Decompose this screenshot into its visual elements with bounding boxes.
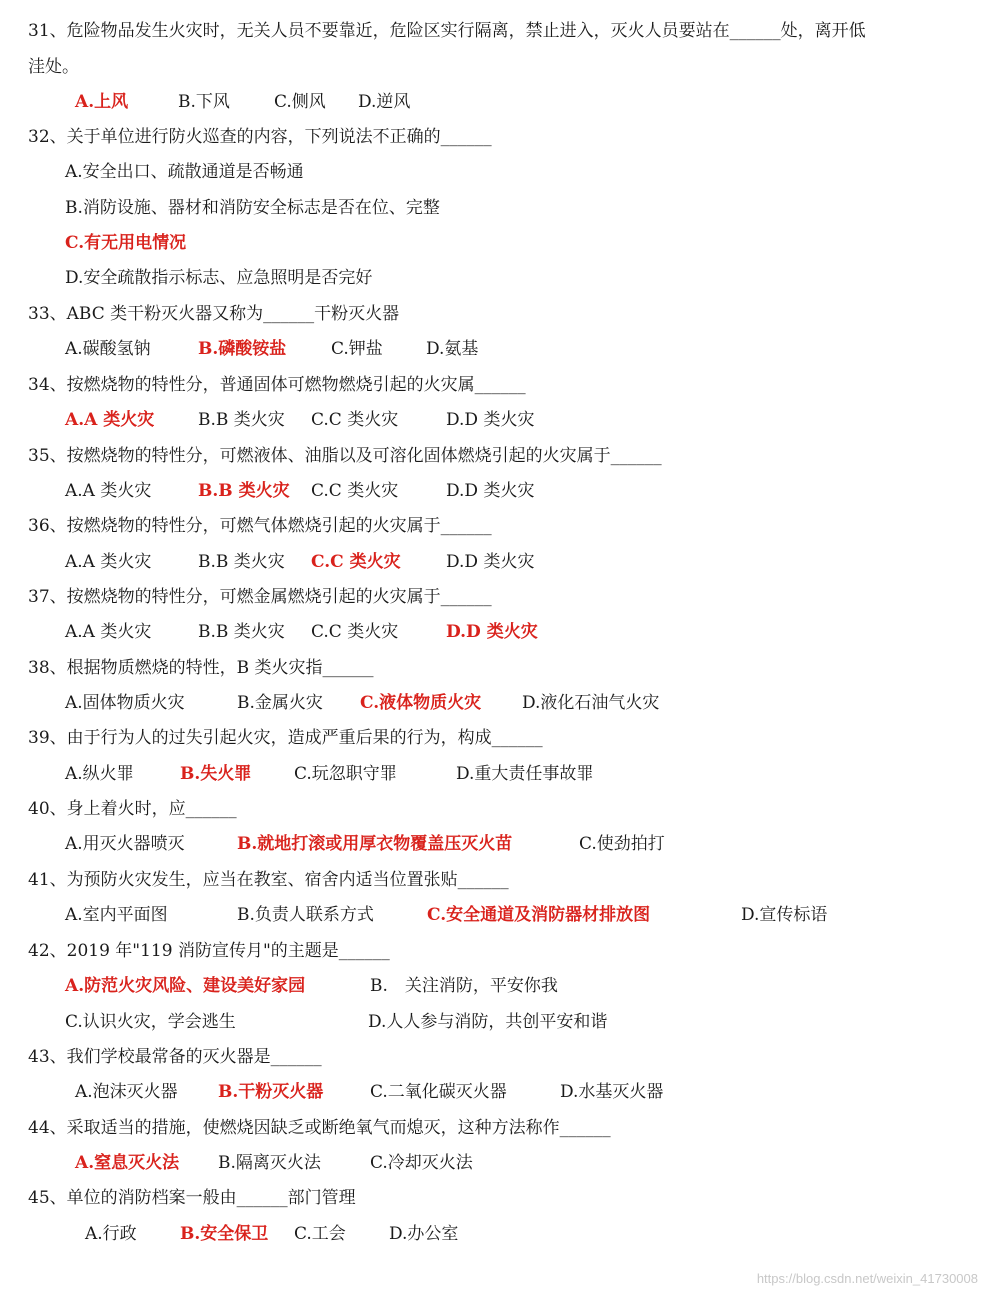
q45-option-a: A.行政: [85, 1224, 137, 1244]
question-38-stem: 38、根据物质燃烧的特性，B 类火灾指______: [28, 658, 374, 678]
q37-option-c: C.C 类火灾: [311, 622, 399, 642]
q33-option-b: B.磷酸铵盐: [198, 339, 287, 359]
question-33-stem: 33、ABC 类干粉灭火器又称为______干粉灭火器: [28, 304, 400, 324]
question-43-stem: 43、我们学校最常备的灭火器是______: [28, 1047, 322, 1067]
q39-option-c: C.玩忽职守罪: [294, 764, 397, 784]
q40-option-c: C.使劲拍打: [579, 834, 665, 854]
q42-option-c: C.认识火灾，学会逃生: [65, 1012, 236, 1032]
q38-option-a: A.固体物质火灾: [65, 693, 185, 713]
q38-option-d: D.液化石油气火灾: [522, 693, 660, 713]
q33-option-c: C.钾盐: [331, 339, 383, 359]
q33-option-d: D.氨基: [426, 339, 479, 359]
question-36-stem: 36、按燃烧物的特性分，可燃气体燃烧引起的火灾属于______: [28, 516, 492, 536]
q43-option-c: C.二氧化碳灭火器: [370, 1082, 507, 1102]
q31-option-c: C.侧风: [274, 92, 326, 112]
question-45-stem: 45、单位的消防档案一般由______部门管理: [28, 1188, 356, 1208]
q42-option-d: D.人人参与消防，共创平安和谐: [368, 1012, 608, 1032]
q35-option-a: A.A 类火灾: [65, 481, 152, 501]
question-44-stem: 44、采取适当的措施，使燃烧因缺乏或断绝氧气而熄灭，这种方法称作______: [28, 1118, 611, 1138]
q32-option-a: A.安全出口、疏散通道是否畅通: [65, 162, 304, 182]
q36-option-a: A.A 类火灾: [65, 552, 152, 572]
q34-option-a: A.A 类火灾: [65, 410, 155, 430]
question-37-stem: 37、按燃烧物的特性分，可燃金属燃烧引起的火灾属于______: [28, 587, 492, 607]
q31-option-a: A.上风: [75, 92, 129, 112]
q45-option-d: D.办公室: [389, 1224, 459, 1244]
question-40-stem: 40、身上着火时，应______: [28, 799, 237, 819]
question-39-stem: 39、由于行为人的过失引起火灾，造成严重后果的行为，构成______: [28, 728, 543, 748]
q34-option-c: C.C 类火灾: [311, 410, 399, 430]
q38-option-b: B.金属火灾: [237, 693, 323, 713]
q40-option-b: B.就地打滚或用厚衣物覆盖压灭火苗: [237, 834, 513, 854]
q43-option-b: B.干粉灭火器: [218, 1082, 324, 1102]
q36-option-c: C.C 类火灾: [311, 552, 401, 572]
q35-option-d: D.D 类火灾: [446, 481, 535, 501]
q44-option-a: A.窒息灭火法: [75, 1153, 180, 1173]
q45-option-b: B.安全保卫: [180, 1224, 269, 1244]
q44-option-b: B.隔离灭火法: [218, 1153, 321, 1173]
question-34-stem: 34、按燃烧物的特性分，普通固体可燃物燃烧引起的火灾属______: [28, 375, 526, 395]
q32-option-d: D.安全疏散指示标志、应急照明是否完好: [65, 268, 373, 288]
q42-option-b: B. 关注消防，平安你我: [370, 976, 558, 996]
q41-option-b: B.负责人联系方式: [237, 905, 374, 925]
q43-option-a: A.泡沫灭火器: [75, 1082, 178, 1102]
q35-option-b: B.B 类火灾: [198, 481, 290, 501]
question-41-stem: 41、为预防火灾发生，应当在教室、宿舍内适当位置张贴______: [28, 870, 509, 890]
watermark: https://blog.csdn.net/weixin_41730008: [756, 1271, 978, 1286]
q39-option-a: A.纵火罪: [65, 764, 134, 784]
q36-option-b: B.B 类火灾: [198, 552, 285, 572]
q45-option-c: C.工会: [294, 1224, 346, 1244]
q34-option-d: D.D 类火灾: [446, 410, 535, 430]
question-35-stem: 35、按燃烧物的特性分，可燃液体、油脂以及可溶化固体燃烧引起的火灾属于______: [28, 446, 662, 466]
q34-option-b: B.B 类火灾: [198, 410, 285, 430]
q39-option-b: B.失火罪: [180, 764, 252, 784]
q41-option-c: C.安全通道及消防器材排放图: [427, 905, 651, 925]
q40-option-a: A.用灭火器喷灭: [65, 834, 185, 854]
q38-option-c: C.液体物质火灾: [360, 693, 482, 713]
q37-option-a: A.A 类火灾: [65, 622, 152, 642]
q37-option-d: D.D 类火灾: [446, 622, 538, 642]
q39-option-d: D.重大责任事故罪: [456, 764, 594, 784]
q32-option-c: C.有无用电情况: [65, 233, 187, 253]
q43-option-d: D.水基灭火器: [560, 1082, 664, 1102]
q31-option-b: B.下风: [178, 92, 230, 112]
q41-option-d: D.宣传标语: [741, 905, 828, 925]
q37-option-b: B.B 类火灾: [198, 622, 285, 642]
q41-option-a: A.室内平面图: [65, 905, 168, 925]
q35-option-c: C.C 类火灾: [311, 481, 399, 501]
q42-option-a: A.防范火灾风险、建设美好家园: [65, 976, 306, 996]
q31-option-d: D.逆风: [358, 92, 411, 112]
question-31-stem: 31、危险物品发生火灾时，无关人员不要靠近，危险区实行隔离，禁止进入，灭火人员要站在______处，离开低: [28, 21, 866, 41]
question-31-stem-cont: 洼处。: [28, 57, 79, 77]
question-42-stem: 42、2019 年"119 消防宣传月"的主题是______: [28, 941, 390, 961]
q36-option-d: D.D 类火灾: [446, 552, 535, 572]
q44-option-c: C.冷却灭火法: [370, 1153, 473, 1173]
q32-option-b: B.消防设施、器材和消防安全标志是否在位、完整: [65, 198, 440, 218]
q33-option-a: A.碳酸氢钠: [65, 339, 151, 359]
question-32-stem: 32、关于单位进行防火巡查的内容，下列说法不正确的______: [28, 127, 492, 147]
